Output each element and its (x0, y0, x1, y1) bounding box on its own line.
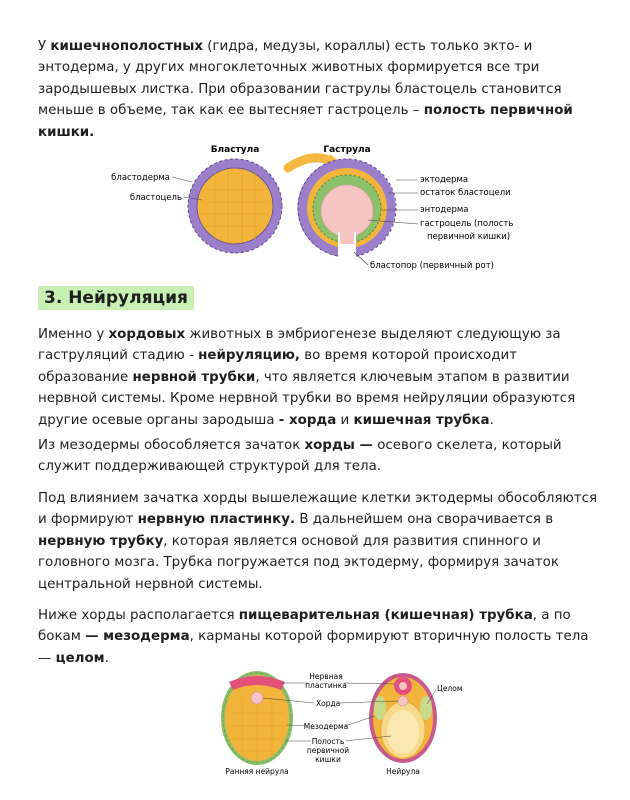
neural-plate-label-line2: пластинка (305, 681, 347, 690)
blastoderm-label: бластодерма (111, 173, 170, 183)
early-neurula-drawing (223, 673, 291, 763)
gut-cavity-label-line3: кишки (315, 755, 341, 764)
mesoderm-label: Мезодерма (303, 722, 349, 731)
blastula-drawing (188, 159, 282, 253)
blastocoel-rest-label: остаток бластоцели (420, 188, 511, 198)
gastrocoel-label-line1: гастроцель (полость (420, 219, 514, 229)
neurula-drawing (369, 673, 437, 763)
paragraph-coelenterates: У кишечнополостных (гидра, медузы, кораллы) есть только экто- и энтодерма, у других многоклеточных животных формируется все три зародышевых листка. При образовании гаструлы бластоцель становится меньше в объеме, так как ее вытесняет гастроцель – полость первичной кишки. (38, 39, 573, 140)
neurula-figure (215, 668, 463, 784)
blastocoel-label: бластоцель (129, 193, 182, 203)
early-neurula-caption: Ранняя нейрула (225, 767, 289, 776)
gastrula-drawing (298, 159, 397, 258)
blastula-gastrula-figure (110, 140, 530, 279)
blastopore-label: бластопор (первичный рот) (370, 261, 494, 271)
gut-cavity-label-line2: первичной (306, 746, 350, 755)
section-heading-neurulation: 3. Нейруляция (38, 286, 194, 310)
gastrula-title: Гаструла (323, 145, 371, 155)
chord-label: Хорда (316, 699, 341, 708)
gastrocoel-label-line2: первичной кишки) (427, 232, 511, 242)
coelom-label: Целом (437, 684, 463, 693)
paragraph-chordates: Именно у хордовых животных в эмбриогенезе выделяют следующую за гаструляций стадию - нейруляцию, во время которой происходит образование нервной трубки, что является ключевым этапом в развитии нервной системы. Кроме нервной трубки во время нейруляции образуются другие осевые органы зародыша - хорда и кишечная трубка. (38, 327, 576, 428)
gut-cavity-label-line1: Полость (311, 737, 345, 746)
paragraph-chord: Из мезодермы обособляется зачаток хорды — осевого скелета, который служит поддерживающей структурой для тела. (38, 438, 562, 475)
paragraph-gut-tube: Ниже хорды располагается пищеварительная (кишечная) трубка, а по бокам — мезодерма, карманы которой формируют вторичную полость тела — целом. (38, 608, 589, 666)
ectoderm-label: эктодерма (420, 175, 469, 185)
paragraph-neural-plate: Под влиянием зачатка хорды вышележащие клетки эктодермы обособляются и формируют нервную пластинку. В дальнейшем она сворачивается в нервную трубку, которая является основой для развития спинного и головного мозга. Трубка погружается под эктодерму, формируя зачаток центральной нервной системы. (38, 491, 598, 592)
blastula-title: Бластула (210, 145, 260, 155)
endoderm-label: энтодерма (420, 205, 469, 215)
neural-plate-label-line1: Нервная (309, 672, 343, 681)
neurula-caption: Нейрула (386, 767, 420, 776)
